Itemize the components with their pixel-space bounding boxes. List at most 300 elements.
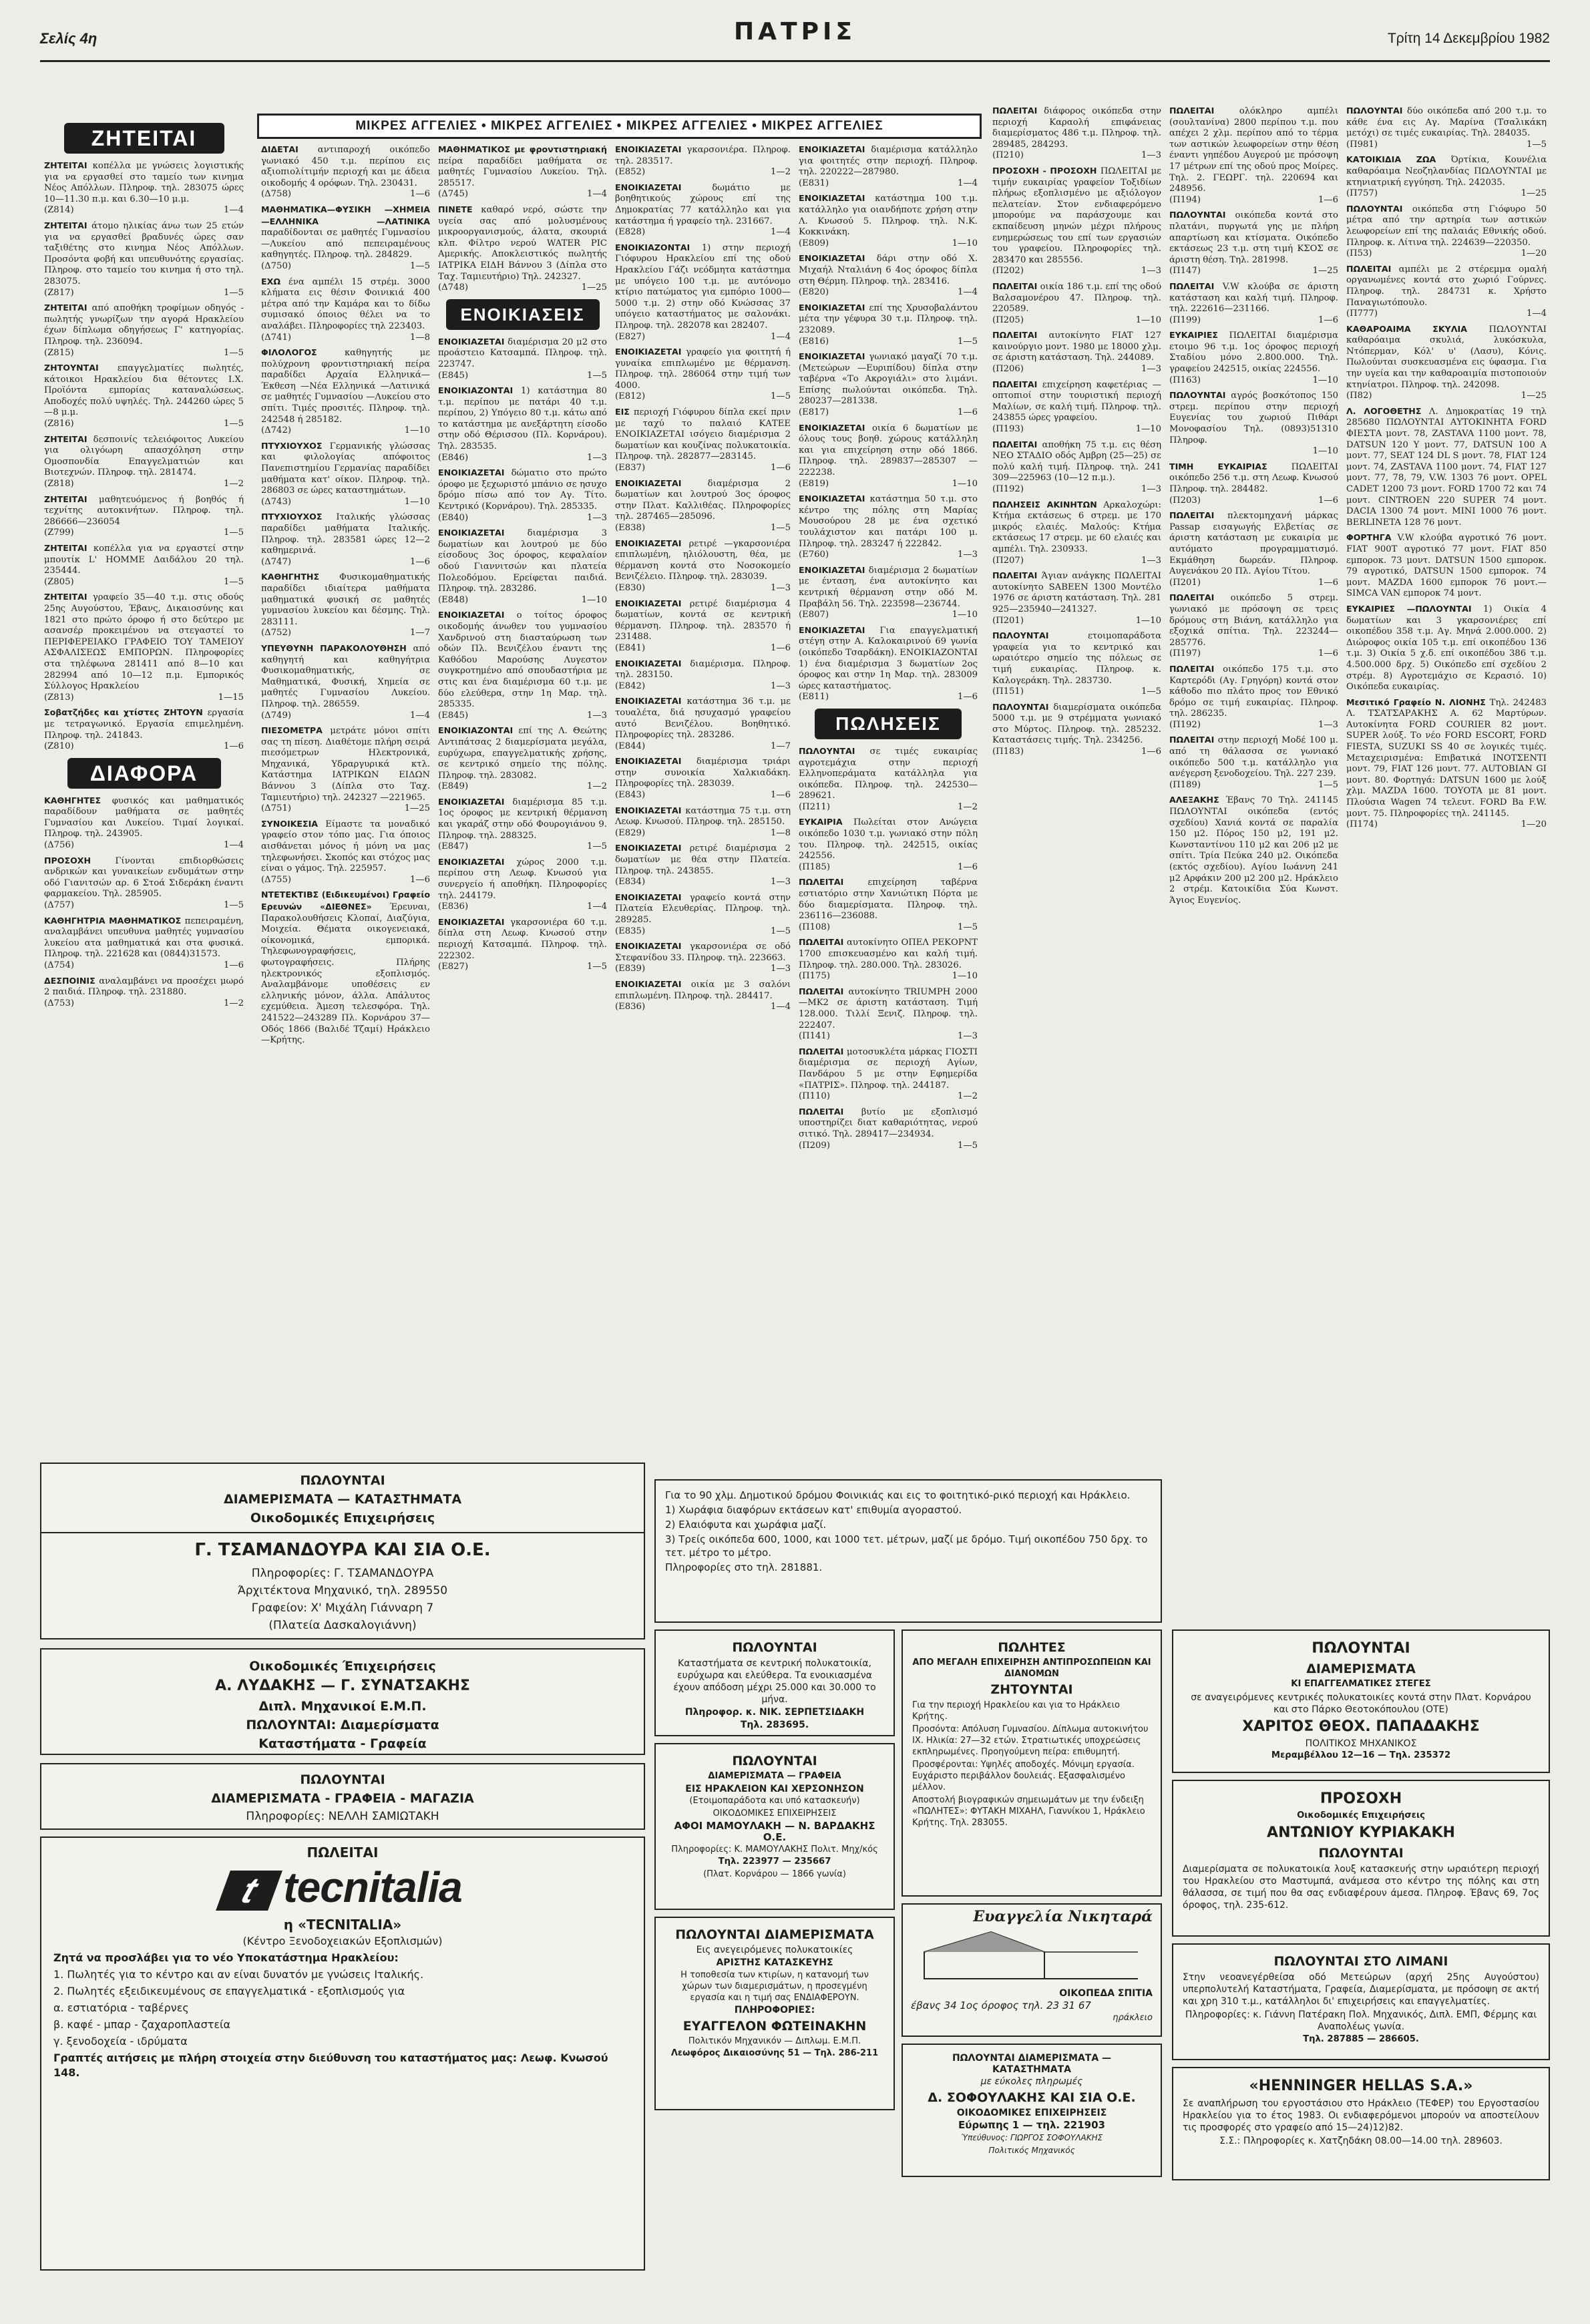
box-line: ΔΙΑΜΕΡΙΣΜΑΤΑ - ΓΡΑΦΕΙΑ - ΜΑΓΑΖΙΑ xyxy=(211,1791,474,1806)
ad-run: 1—6 xyxy=(410,189,430,200)
ad-lead: ΖΗΤΕΙΤΑΙ xyxy=(44,433,87,444)
ad-run: 1—10 xyxy=(404,425,430,436)
classified-ad xyxy=(44,303,244,359)
ad-run: 1—5 xyxy=(224,576,244,587)
ad-code-row xyxy=(992,616,1161,627)
box-line: Προσόντα: Απόλυση Γυμνασίου. Δίπλωμα αυτοκινήτου ΙΧ. Ηλικία: 27—32 ετών. Στρατιωτικές υποχρεώσεις εκπληρωμένες. Προηγούμενη πείρα: επιθυμητή. xyxy=(912,1724,1149,1758)
ad-run: 1—3 xyxy=(771,681,791,691)
ad-text: δύο οικόπεδα από 200 τ.μ. το κάθε ένα εις Αγ. Μαρίνα (Τσαλικάκη μετόχι) σε τιμές ευκαιρίας. Τηλ. 284035. xyxy=(1346,106,1547,139)
box-line: Πληροφορ. κ. ΝΙΚ. ΣΕΡΠΕΤΣΙΔΑΚΗ xyxy=(684,1707,865,1718)
box-line: ΔΙΑΜΕΡΙΣΜΑΤΑ — ΚΑΤΑΣΤΗΜΑΤΑ xyxy=(223,1492,462,1507)
ad-run: 1—5 xyxy=(587,841,607,852)
ad-text: κοπέλλα με γνώσεις λογιστικής για να εργασθεί στο ταμείο των κινημα Νέος Απόλλων. Πληροφ. τηλ. 283075 ώρες 10—11.30 π.μ. και 6.30—10 μ.μ. xyxy=(44,161,244,204)
classified-ad xyxy=(261,572,430,639)
ad-text: Όρτίκια, Κουνέλια καθαρόαιμα Νεοζηλανδίας ΠΩΛΟΥΝΤΑΙ με κτηνιατρική εγγύηση. Τηλ. 242035. xyxy=(1346,155,1547,188)
ad-lead: ΕΝΟΙΚΙΑΖΕΤΑΙ xyxy=(615,805,682,815)
classified-ad xyxy=(615,756,791,801)
ad-run: 1—10 xyxy=(1312,375,1338,385)
classified-ad xyxy=(615,144,791,178)
ad-text: γραφείο 35—40 τ.μ. στις οδούς 25ης Αυγούστου, Έβανς, Δικαιοσύνης και 1821 στο πρώτο όροφο ή στο δεύτερο με ασανσέρ προκειμένου να στεγαστεί το ΠΕΡΙΦΕΡΕΙΑΚΟ ΓΡΑΦΕΙΟ ΤΟΥ ΤΑΜΕΙΟΥ ΑΣΦΑΛΙΣΕΩΣ ΕΜΠΟΡΩΝ. Πληροφορίες στα τηλέφωνα 281411 από 8—10 και 282994 από 10—12 π.μ. Εμπορικός Σύλλογος Ηρακλείου xyxy=(44,592,244,692)
ad-code: (Ε846) xyxy=(438,452,469,463)
ad-code: (Δ751) xyxy=(261,803,291,814)
ad-lead: Μεσιτικό Γραφείο Ν. ΛΙΟΝΗΣ xyxy=(1346,697,1486,707)
ad-code-row xyxy=(261,557,430,568)
ad-code: (Π207) xyxy=(992,555,1024,566)
ad-lead: ΕΝΟΙΚΙΑΖΕΤΑΙ xyxy=(615,538,682,548)
ad-box-tecnitalia xyxy=(40,1836,645,2271)
ad-code-row xyxy=(1346,188,1547,200)
ad-text: σε τιμές ευκαιρίας αγροτεμάχια στην περιοχή Ελληνοπεράματα κατάλληλα για οικόπεδα. Πληροφ. τηλ. 242530—289621. xyxy=(799,746,978,801)
ad-lead: ΕΝΟΙΚΙΑΖΕΤΑΙ xyxy=(799,422,865,433)
ad-text: κατάστημα 100 τ.μ. κατάλληλο για οιανδήποτε χρήση στην Λ. Κνωσού 5. Πληροφ. τηλ. Ν.Κ. Κοκκινάκη. xyxy=(799,194,978,238)
column-7 xyxy=(1165,106,1342,1742)
classifieds-banner: ΜΙΚΡΕΣ ΑΓΓΕΛΙΕΣ • ΜΙΚΡΕΣ ΑΓΓΕΛΙΕΣ • ΜΙΚΡΕΣ ΑΓΓΕΛΙΕΣ • ΜΙΚΡΕΣ ΑΓΓΕΛΙΕΣ xyxy=(257,114,982,139)
classified-ad xyxy=(1169,106,1338,206)
ad-code-row xyxy=(44,693,244,704)
ad-code-row xyxy=(799,337,978,348)
ad-lead: ΠΡΟΣΟΧΗ - ΠΡΟΣΟΧΗ xyxy=(992,165,1097,176)
classified-ad xyxy=(261,643,430,721)
ad-lead: ΠΩΛΕΙΤΑΙ xyxy=(799,1046,844,1056)
classified-ad xyxy=(615,941,791,975)
ad-text: γκαρσονιέρα σε οδό Στεφανίδου 33. Πληροφ. τηλ. 223663. xyxy=(615,942,791,963)
classified-ad xyxy=(992,166,1161,277)
ad-code-row xyxy=(261,711,430,722)
ad-code-row xyxy=(799,238,978,250)
ad-text: δωμάτιο με βοηθητικούς χώρους επί της Δημοκρατίας 77 κατάλληλο και για κατάστημα ή γραφείο τηλ. 231667. xyxy=(615,182,791,226)
ad-text: Για επαγγελματική στέγη στην Α. Καλοκαιρινού 69 γωνία (οικόπεδο Τσαρδάκη). ΕΝΟΙΚΙΑΖΟΝΤΑΙ 1) ένα διαμέρισμα 3 δωματίων 2ος όροφος και στην 1η Μαρ. τηλ. 283009 ώρες καταστήματος. xyxy=(799,625,978,691)
ad-lead: ΖΗΤΕΙΤΑΙ xyxy=(44,303,87,313)
ad-run: 1—5 xyxy=(1141,687,1161,697)
classified-ad xyxy=(992,281,1161,326)
column-3 xyxy=(434,144,611,1613)
box-line: 3) Τρείς οικόπεδα 600, 1000, και 1000 τετ. μέτρων, μαζί με δρόμο. Τιμή οικοπέδου 750 δρχ. το τετ. μέτρο το μέτρο. xyxy=(665,1533,1148,1559)
box-line: Σ.Σ.: Πληροφορίες κ. Χατζηδάκη 08.00—14.00 τηλ. 289603. xyxy=(1219,2136,1503,2146)
ad-list xyxy=(615,144,791,1013)
ad-lead: ΦΙΛΟΛΟΓΟΣ xyxy=(261,347,317,358)
ad-lead: ΔΕΣΠΟΙΝΙΣ xyxy=(44,975,95,986)
classified-ad xyxy=(1169,592,1338,660)
ad-code: (Δ757) xyxy=(44,900,74,911)
ad-lead: ΕΝΟΙΚΙΑΖΕΤΑΙ xyxy=(615,658,682,668)
ad-code: (Π192) xyxy=(992,484,1024,494)
box-line: α. εστιατόρια - ταβέρνες xyxy=(53,2001,189,2014)
box-line: η «ΤΕCNITALIA» xyxy=(283,1917,402,1933)
classified-ad xyxy=(44,855,244,912)
ad-code-row xyxy=(1169,195,1338,206)
classified-ad xyxy=(261,276,430,344)
ad-run: 1—5 xyxy=(224,419,244,429)
ad-run: 1—6 xyxy=(771,463,791,473)
ad-box-samiotaki xyxy=(40,1763,645,1830)
ad-code: (Ε841) xyxy=(615,642,646,653)
ad-lead: ΖΗΤΕΙΤΑΙ xyxy=(44,592,87,602)
ad-lead: ΦΟΡΤΗΓΑ xyxy=(1346,532,1392,543)
box-line: ΠΩΛΟΥΝΤΑΙ xyxy=(1312,1640,1410,1657)
classified-ad xyxy=(799,817,978,873)
ad-text: οικόπεδο 5 στρεμ. γωνιακό με πρόσοψη σε τρεις δρόμους στη Βιάνη, κατάλληλο για εξοχικά σπίτια. Τηλ. 223244—285776. xyxy=(1169,593,1338,648)
ad-text: διαμέρισμα 2 δωματίων και λουτρού 3ος όροφος στην Πλατ. Καλλιθέας. Πληροφορίες τηλ. 287465—285096. xyxy=(615,478,791,522)
ad-code: (Ε837) xyxy=(615,463,646,473)
ad-text: 1) Οικία 4 δωματίων και 3 γκαρσονιέρες επί οικοπέδου 358 τ.μ. Αγ. Μηνά 2.000.000. 2) Διώροφος οικία 105 τ.μ. επί οικοπέδου 136 τ.μ. 3) Οικία 5 χ.δ. επί οικοπέδου 386 τ.μ. 4.500.000 δρχ. 5) Οικόπεδο επί σχεδίου 2 στρέμ. 8) Αγροτεμάχιο σε Κερασιό. 10) Οικόπεδα ευκαιρίας. xyxy=(1346,604,1547,693)
ad-text: οικόπεδα στη Γιόφυρο 50 μέτρα από την αρτηρία των αστικών λεωφορείων επί της παλαιάς Εθνικής οδού. Πληροφ. κ. Λίτινα τηλ. 224639—220350. xyxy=(1346,204,1547,248)
box-line: Αποστολή βιογραφικών σημειωμάτων με την ένδειξη «ΠΩΛΗΤΕΣ»: ΦΥΤΑΚΗ ΜΙΧΑΗΛ, Γιαννίκου 1, Ηράκλειο Κρήτης. Τηλ. 283055. xyxy=(912,1795,1145,1828)
ad-box-foteinaki xyxy=(654,1917,895,2110)
classified-ad xyxy=(438,610,607,721)
ad-text: Πωλείται στον Ανώγεια οικόπεδο 1030 τ.μ. γωνιακό στην πόλη του. Πληροφ. τηλ. 242515, οικίας 242556. xyxy=(799,817,978,861)
box-line: ΠΩΛΟΥΝΤΑΙ xyxy=(732,1754,817,1768)
ad-run: 1—6 xyxy=(958,407,978,418)
box-line: ΟΙΚΟΔΟΜΙΚΕΣ ΕΠΙΧΕΙΡΗΣΕΙΣ xyxy=(713,1808,837,1818)
classified-ad xyxy=(615,696,791,752)
ad-run: 1—4 xyxy=(587,189,607,200)
ad-run: 1—6 xyxy=(771,642,791,653)
box-line: ΠΩΛΟΥΝΤΑΙ xyxy=(1318,1845,1404,1861)
ad-run: 1—7 xyxy=(771,741,791,751)
ad-lead: ΕΥΚΑΙΡΙΕΣ xyxy=(1169,330,1219,341)
ad-lead: ΕΝΟΙΚΙΑΖΕΤΑΙ xyxy=(615,477,682,488)
box-line: (Πλατεία Δασκαλογιάννη) xyxy=(268,1619,417,1632)
ad-run: 1—4 xyxy=(771,331,791,342)
ad-lead: ΠΩΛΕΙΤΑΙ xyxy=(799,937,844,948)
ad-code-row xyxy=(615,643,791,654)
classified-ad xyxy=(1169,330,1338,386)
ad-box-sofoulakis xyxy=(902,2044,1162,2177)
classified-ad xyxy=(1346,154,1547,199)
ad-text: μετράτε μόνοι σπίτι σας τη πίεση. Διαθέτομε πλήρη σειρά πιεσόμετρων Ηλεκτρονικά, Μηχανικά, Υδραργυρικά κτλ. Κατάστημα ΙΑΤΡΙΚΩΝ ΕΙΔΩΝ Βάννου 3 (Δίπλα στο Ταχ. Ταμιευτήριο) τηλ. 242327 —221965. xyxy=(261,726,430,803)
ad-run: 1—5 xyxy=(958,336,978,347)
ad-run: 1—3 xyxy=(1141,266,1161,276)
ad-run: 1—7 xyxy=(410,628,430,638)
ad-code: (Ε760) xyxy=(799,550,829,560)
ad-run: 1—5 xyxy=(1527,139,1547,150)
page-number: Σελίς 4η xyxy=(40,30,97,47)
ad-code-row xyxy=(261,333,430,344)
ad-text: Φυσικομαθηματικής παραδίδει ιδιαίτερα μαθήματα μαθηματικά φυσική σε μαθητές γυμνασίου λυκείου και δέσμης. Τηλ. 283111. xyxy=(261,572,430,627)
classified-ad xyxy=(799,253,978,298)
classified-ad xyxy=(799,494,978,561)
ad-run: 1—10 xyxy=(581,594,607,605)
box-line: Προσφέρονται: Υψηλές αποδοχές. Μόνιμη εργασία. Ευχάριστο περιβάλλον δουλειάς. Εξασφαλισμένο μέλλον. xyxy=(912,1760,1135,1793)
ad-code: (Ε819) xyxy=(799,478,829,489)
ad-run: 1—6 xyxy=(224,960,244,970)
ad-text: γραφείο για φοιτητή ή γυναίκα επιπλωμένο με θέρμανση. Πληροφ. τηλ. 286064 στην τιμή των 4000. xyxy=(615,347,791,391)
ad-code: (Δ745) xyxy=(438,189,468,200)
ad-list xyxy=(1169,106,1338,906)
ad-code-row xyxy=(799,407,978,419)
ad-run: 1—5 xyxy=(771,523,791,533)
ad-run: 1—5 xyxy=(771,926,791,936)
house-drawing-icon xyxy=(911,1925,1151,1985)
ad-lead: ΤΙΜΗ ΕΥΚΑΙΡΙΑΣ xyxy=(1169,461,1267,471)
ad-text: κατάστημα 36 τ.μ. με τουαλέτα, διά ησυχασμό γραφείου αυτό Βενιζέλου. Βοηθητικό. Πληροφορίες τηλ. 283286. xyxy=(615,697,791,741)
ad-code-row xyxy=(44,741,244,753)
ad-text: Είμαστε τα μοναδικό γραφείο στον τόπο μας. Για όποιος αισθάνεται μόνος ή μόνη να μας τηλεφωνήσει. Σκοπός και στόχος μας είναι ο γάμος. Τηλ. 225957. xyxy=(261,819,430,874)
section-poliseis: ΠΩΛΗΣΕΙΣ xyxy=(815,709,962,739)
ad-code-row xyxy=(799,862,978,874)
ad-code-row xyxy=(1169,266,1338,277)
ad-code-row xyxy=(799,550,978,561)
ad-code: (Π777) xyxy=(1346,309,1378,319)
ad-code: (Π193) xyxy=(992,424,1024,435)
classified-ad xyxy=(438,467,607,524)
classified-ad xyxy=(261,144,430,200)
box-line: ΑΦΟΙ ΜΑΜΟΥΛΑΚΗ — Ν. ΒΑΡΔΑΚΗΣ Ο.Ε. xyxy=(674,1820,875,1843)
classified-ad xyxy=(799,1107,978,1151)
ad-run: 1—3 xyxy=(1141,364,1161,375)
ad-code: (Ε828) xyxy=(615,227,646,238)
box-line: ΖΗΤΟΥΝΤΑΙ xyxy=(990,1682,1073,1698)
ad-code-row xyxy=(992,484,1161,496)
ad-lead: ΠΡΟΣΟΧΗ xyxy=(44,855,91,865)
ad-run: 1—2 xyxy=(958,1091,978,1102)
box-line: ΚΙ ΕΠΑΓΓΕΛΜΑΤΙΚΕΣ ΣΤΕΓΕΣ xyxy=(1291,1679,1431,1689)
ad-text: αγρός βοσκότοπος 150 στρεμ. περίπου στην περιοχή Ευγενίας του χωριού Πιθάρι Μονοφασίου Τηλ. (0893)51310 Πληροφ. xyxy=(1169,391,1338,445)
ad-code-row xyxy=(1169,315,1338,327)
ad-lead: ΕΝΟΙΚΙΑΖΕΤΑΙ xyxy=(615,756,682,767)
ad-run: 1—4 xyxy=(587,902,607,912)
ad-code-row xyxy=(438,282,607,294)
ad-run: 1—2 xyxy=(587,781,607,792)
ad-lead: ΠΩΛΕΙΤΑΙ xyxy=(1169,735,1215,745)
ad-code-row xyxy=(438,781,607,793)
ad-code: (Ε829) xyxy=(615,827,646,838)
ad-code: (Ε848) xyxy=(438,594,469,605)
box-line: ΠΩΛΟΥΝΤΑΙ xyxy=(300,1772,385,1787)
tecnitalia-logo: t tecnitalia xyxy=(53,1871,632,1911)
ad-run: 1—3 xyxy=(587,710,607,721)
ad-text: αναλαμβάνει να προσέχει μωρό 2 παιδιά. Πληροφ. τηλ. 231880. xyxy=(44,976,244,998)
ad-run: 1—2 xyxy=(224,998,244,1008)
ad-code: (Ε838) xyxy=(615,523,646,533)
box-line: Διαμερίσματα σε πολυκατοικία λουξ κατασκευής στην ωραιότερη περιοχή του Ηρακλείου στο Μαστυμπά, ανάμεσα στο κέντρο της πόλης και στη θάλασσα, σε τιμή που θα σας ενδιαφέρουν άμεσα. Πληροφ. Έβανς 69, 7ος όροφος, τηλ. 235-612. xyxy=(1183,1863,1539,1911)
section-diafora: ΔΙΑΦΟΡΑ xyxy=(67,758,221,789)
ad-code: (Δ742) xyxy=(261,425,291,436)
classified-ad xyxy=(438,385,607,463)
ad-run: 1—5 xyxy=(587,370,607,381)
ad-code: (Ε842) xyxy=(615,681,646,691)
ad-lead: ΚΑΘΗΓΗΤΕΣ xyxy=(44,795,102,805)
ad-lead: ΕΝΟΙΚΙΑΖΕΤΑΙ xyxy=(438,916,505,927)
ad-code: (Δ756) xyxy=(44,840,74,851)
ad-text: αντιπαροχή οικόπεδο γωνιακό 450 τ.μ. περίπου εις αξιοπιολίτιμήν περιοχή και με άδεια οικοδομής 4 ορόφων. Τηλ. 230431. xyxy=(261,145,430,188)
ad-code-row xyxy=(1169,375,1338,387)
ad-text: στην περιοχή Μοδέ 100 μ. από τη θάλασσα σε γωνιακό οικόπεδο 500 τ.μ. κατάλληλο για ανέγερση ξενοδοχείου. Τηλ. 227 239. xyxy=(1169,735,1338,779)
classified-ad xyxy=(438,144,607,200)
ad-text: αυτοκίνητο TRIUMPH 2000—MK2 σε άριστη κατάσταση. Τιμή 128.000. Τιλλί Ξενιζ. Πληροφ. τηλ. 222407. xyxy=(799,986,978,1030)
ad-lead: ΕΝΟΙΚΙΑΖΕΤΑΙ xyxy=(615,696,682,707)
classified-ad xyxy=(992,500,1161,567)
box-line: ΠΩΛΟΥΝΤΑΙ xyxy=(300,1473,385,1488)
ad-code-row xyxy=(992,315,1161,327)
box-line: Γραφείον: Χ' Μιχάλη Γιάνναρη 7 xyxy=(251,1601,434,1615)
ad-lead: ΠΩΛΕΙΤΑΙ xyxy=(992,330,1038,341)
ad-list xyxy=(799,144,978,1151)
ad-lead: ΕΝΟΙΚΙΑΖΕΤΑΙ xyxy=(799,193,865,204)
ad-text: κατάστημα 50 τ.μ. στο κέντρο της πόλης στη Μαρίας Μουσούρου 28 με ένα σχετικό τουλάχιστον και πατάρι 100 μ. Πληροφ. τηλ. 283247 ή 222842. xyxy=(799,494,978,549)
page-header xyxy=(40,18,1550,64)
box-line: ΕΥΑΓΓΕΛΟΝ ΦΩΤΕΙΝΑΚΗΝ xyxy=(682,2018,867,2034)
ad-lead: ΠΩΛΟΥΝΤΑΙ xyxy=(799,745,855,756)
ad-code: (Ζ816) xyxy=(44,419,74,429)
ad-code: (Δ758) xyxy=(261,189,291,200)
ad-text: φυσικός και μαθηματικός παραδίδουν μαθήματα σε μαθητές Γυμνασίου και Λυκείου. Τιμαί λογικαί. Πληροφ. τηλ. 243905. xyxy=(44,795,244,839)
box-line: ΠΡΟΣΟΧΗ xyxy=(1320,1790,1402,1807)
ad-text: γκαρσονιέρα. Πληροφ. τηλ. 283517. xyxy=(615,145,791,166)
ad-text: από αποθήκη τροφίμων οδηγός - πωλητής γνωρίζων την αγορά Ηρακλείου έχων δίπλωμα οδηγήσεως Γ' κατηγορίας. Πληροφ. τηλ. 236094. xyxy=(44,303,244,347)
box-line: Οικοδομικές Έπιχειρήσεις xyxy=(249,1659,436,1674)
box-line: Α. ΛΥΔΑΚΗΣ — Γ. ΣΥΝΑΤΣΑΚΗΣ xyxy=(215,1678,470,1694)
ad-lead: ΖΗΤΕΙΤΑΙ xyxy=(44,543,87,553)
ad-lead: ΖΗΤΕΙΤΑΙ xyxy=(44,494,87,504)
classified-ad xyxy=(44,707,244,752)
ad-box-mamoulaki xyxy=(654,1743,895,1910)
ad-text: Τηλ. 242483 Λ. ΤΣΑΤΣΑΡΑΚΗΣ Α. 62 Μαρτύρων. Αυτοκίνητα FORD COURIER 82 μοντ. SUPER λούξ. Το νέο FORD ESCORT, FORD FIESTA, SUZUKI SS 40 σε λογικές τιμές. Μεταχειρισμένα: Επιβατικά ΙΝΟΤΣΕΝΤΙ μοντ. 79, FIAT 126 μοντ. 77. AUTOBIAN GI μοντ. 80. Φορτηγά: DATSUN 1600 με λούξ χλμ. MAZDA 1600. TOYOTA με 81 μοντ. Πλούσια Wagen 74 τελευτ. FORD Ba F.W. μοντ. 75. Πληροφορίες τηλ. 241145. xyxy=(1346,697,1547,819)
ad-code: (Π206) xyxy=(992,364,1024,375)
classified-ad xyxy=(1346,264,1547,320)
ad-code: (Π110) xyxy=(799,1091,830,1102)
classified-ad xyxy=(438,797,607,853)
ad-code: (Δ741) xyxy=(261,332,291,343)
classified-ad xyxy=(44,434,244,490)
ad-text: καθηγητής με πολύχρονη φροντιστηριακή πείρα παραδίδει Αρχαία Ελληνικά—Έκθεση —Νέα Ελληνικά —Λατινικά σε μαθητές Γυμνασίου —Λυκείου στο σπίτι. Τιμές προσιτές. Πληροφ. τηλ. 242548 ή 285182. xyxy=(261,348,430,425)
ad-run: 1—10 xyxy=(404,496,430,507)
ad-code: (Ζ815) xyxy=(44,347,74,358)
ad-code-row xyxy=(799,178,978,190)
ad-code: (Ζ814) xyxy=(44,205,74,216)
ad-run: 1—6 xyxy=(1318,315,1338,325)
ad-code: (Π151) xyxy=(992,687,1024,697)
box-line: Πληροφορίες: ΝΕΛΛΗ ΣΑΜΙΩΤΑΚΗ xyxy=(246,1810,439,1823)
box-line: ηράκλειο xyxy=(1113,2012,1153,2023)
ad-code: (Π141) xyxy=(799,1031,830,1042)
ad-box-nikitara xyxy=(902,1903,1162,2037)
ad-text: Έβανς 70 Τηλ. 241145 ΠΩΛΟΥΝΤΑΙ οικόπεδα (εντός σχεδίου) Χανιά κοντά σε παραλία 150 μ2. Πόρος 150 μ2, 191 μ2. Κωνσταντίνου 110 μ2 και 206 μ2 με σπίτι. Τρία Πεύκα 240 μ2. Οικόπεδα (εκτός σχεδίου). Αγίου Ιωάννη 241 μ2 Αρφάκιν 200 μ2 200 μ2. Ηράκλειο 2 στρέμ. Κατοικίδια Σύα Κωνστ. Άγιος Ευγενίος. xyxy=(1169,795,1338,906)
ad-text: ετοιμοπαράδοτα γραφεία για το κεντρικό και ωραιότερο σημείο της πόλεως σε τιμή ευκαιρίας. Πληροφ. κ. Καλογεράκη. Τηλ. 283730. xyxy=(992,631,1161,686)
ad-code: (Π757) xyxy=(1346,188,1378,199)
box-line: 2) Ελαιόφυτα και χωράφια μαζί. xyxy=(665,1519,827,1531)
ad-code-row xyxy=(1169,720,1338,731)
box-line: σε αναγειρόμενες κεντρικές πολυκατοικίες κοντά στην Πλατ. Κορνάρου και στο Πάρκο Θεοτοκόπουλου (ΟΤΕ) xyxy=(1191,1692,1531,1715)
classified-ad xyxy=(615,538,791,594)
ad-lead: ΠΩΛΟΥΝΤΑΙ xyxy=(992,630,1049,641)
ad-code-row xyxy=(799,802,978,813)
ad-text: Γερμανικής γλώσσας και φιλολογίας απόφοιτος Πανεπιστημίου Γερμανίας παραδίδει μαθήματα κατ' οίκον. Πληροφ. τηλ. 286803 σε ώρες καταστημάτων. xyxy=(261,441,430,496)
ad-text: επί της Λ. Θεώτης Αντιπάτσας 2 διαμερίσματα μεγάλα, ευρύχωρα, επαγγελματικής χρήσης, σε κεντρικό σημείο της πόλης. Πληροφ. τηλ. 283082. xyxy=(438,726,607,781)
box-line: ΠΩΛΟΥΝΤΑΙ xyxy=(732,1640,817,1655)
ad-code-row xyxy=(992,687,1161,698)
ad-list xyxy=(992,106,1161,758)
ad-text: αυτοκίνητο ΟΠΕΛ ΡΕΚΟΡΝΤ 1700 επισκευασμένο και καλή τιμή. Πληροφ. τηλ. 280.000. Τηλ. 283026. xyxy=(799,938,978,970)
ad-text: ρετιρέ διαμέρισμα 2 δωματίων με θέα στην Πλατεία. Πληροφ. τηλ. 243855. xyxy=(615,843,791,876)
ad-code-row xyxy=(261,261,430,272)
ad-run: 1—5 xyxy=(224,528,244,538)
ad-run: 1—6 xyxy=(1318,495,1338,506)
ad-lead: ΚΑΘΗΓΗΤΡΙΑ ΜΑΘΗΜΑΤΙΚΟΣ xyxy=(44,915,182,926)
ad-code-row xyxy=(44,528,244,539)
ad-lead: ΠΩΛΕΙΤΑΙ xyxy=(992,570,1038,581)
ad-code: (Ε835) xyxy=(615,926,646,936)
classified-ad xyxy=(261,725,430,815)
ad-code: (Δ755) xyxy=(261,874,291,885)
ad-text: ΠΩΛΕΙΤΑΙ οικόπεδο 256 τ.μ. στη Λεωφ. Κνωσού Πληροφ. τηλ. 284482. xyxy=(1169,461,1338,494)
box-line: Λεωφόρος Δικαιοσύνης 51 — Τηλ. 286-211 xyxy=(670,2048,879,2059)
ad-lead: ΠΙΝΕΤΕ xyxy=(438,204,473,214)
classified-ad xyxy=(1169,390,1338,457)
ad-run: 1—25 xyxy=(1521,391,1547,401)
ad-text: διαμέρισμα 2 δωματίων με ένταση, ένα αυτοκίνητο και κεντρική θέρμανση στην οδό Μ. Πραβάλη 56. Τηλ. 223598—236744. xyxy=(799,565,978,609)
box-line: Πληροφορίες: κ. Γιάννη Πατέρακη Πολ. Μηχανικός, Διπλ. ΕΜΠ, Φέρμης και Αναπολέως γωνία. xyxy=(1185,2009,1537,2032)
ad-code-row xyxy=(799,922,978,934)
ad-text: ΠΩΛΟΥΝΤΑΙ καθαρόαιμα σκυλιά, λυκόσκυλα, Ντόπερμαν, Κόλ' υ' (Λασυ), Κόνις. Πωλούνται συσκευασμένα εις ύφασμα. Για την υγεία και την καθαροαιμία πιστοποιούν κτηνίατροι. Πληροφ. τηλ. 242098. xyxy=(1346,324,1547,390)
ad-text: Ιταλικής γλώσσας παραδίδει μαθήματα Ιταλικής. Πληροφ. τηλ. 283581 ώρες 12—2 καθημερινά. xyxy=(261,512,430,556)
ad-lead: ΑΛΕΞΑΚΗΣ xyxy=(1169,795,1219,805)
classified-ad xyxy=(799,565,978,621)
ad-run: 1—15 xyxy=(218,692,244,703)
ad-list xyxy=(1346,106,1547,831)
box-line: ΑΝΤΩΝΙΟΥ ΚΥΡΙΑΚΑΚΗ xyxy=(1267,1824,1455,1841)
ad-code: (Π192) xyxy=(1169,719,1201,730)
ad-run: 1—10 xyxy=(1135,424,1161,435)
ad-lead: ΕΝΟΙΚΙΑΖΕΤΑΙ xyxy=(438,336,505,347)
ad-lead: ΠΩΛΕΙΤΑΙ xyxy=(1346,263,1392,274)
ad-text: ΠΩΛΕΙΤΑΙ διαμέρισμα ετοιμο 96 τ.μ. 1ος όροφος περιοχή Σταδίου μόνο 2.800.000. Τηλ. γραφείου 242515, οικίας 224556. xyxy=(1169,331,1338,375)
column-5 xyxy=(795,144,982,1613)
box-line: Πληροφορίες: Κ. ΜΑΜΟΥΛΑΚΗΣ Πολιτ. Μηχ/κός xyxy=(671,1844,878,1855)
classified-ad xyxy=(992,702,1161,758)
ad-code-row xyxy=(799,479,978,490)
ad-text: επιχείρηση ταβέρνα εστιατόριο στην Χανιώτικη Πόρτα με δύο διαμερίσματα. Πληροφ. τηλ. 236116—236088. xyxy=(799,878,978,922)
classified-ad xyxy=(992,570,1161,626)
ad-code-row xyxy=(615,1002,791,1013)
box-line: ΠΩΛΟΥΝΤΑΙ ΔΙΑΜΕΡΙΣΜΑΤΑ — ΚΑΤΑΣΤΗΜΑΤΑ xyxy=(952,2053,1112,2075)
section-enoikiaseis: ΕΝΟΙΚΙΑΣΕΙΣ xyxy=(446,299,600,330)
ad-list xyxy=(44,160,244,753)
ad-code-row xyxy=(44,205,244,216)
box-line: με εύκολες πληρωμές xyxy=(980,2076,1083,2088)
classified-ad xyxy=(615,407,791,474)
ad-text: διαμέρισμα κατάλληλο για φοιτητές στην περιοχή. Πληροφ. τηλ. 220222—287980. xyxy=(799,145,978,178)
classified-ad xyxy=(799,303,978,347)
ad-list xyxy=(438,144,607,973)
ad-code-row xyxy=(992,266,1161,277)
box-line: Ύπεύθυνος: ΓΙΩΡΓΟΣ ΣΟΦΟΥΛΑΚΗΣ xyxy=(960,2132,1103,2142)
ad-run: 1—5 xyxy=(958,1140,978,1151)
ad-run: 1—3 xyxy=(1318,719,1338,730)
ad-lead: ΚΑΘΗΓΗΤΗΣ xyxy=(261,572,320,582)
ad-code: (Π185) xyxy=(799,861,830,872)
ad-code-row xyxy=(1346,140,1547,151)
classified-ad xyxy=(261,347,430,437)
ad-code-row xyxy=(615,583,791,594)
ad-lead: ΕΝΟΙΚΙΑΖΕΤΑΙ xyxy=(615,892,682,902)
ad-code-row xyxy=(1346,391,1547,402)
ad-code: (Π201) xyxy=(1169,577,1201,588)
ad-text: διάφορος οικόπεδα στην περιοχή Καραολή επιφάνειας διαμερίσματος 486 τ.μ. Πληροφ. τηλ. 289485, 284293. xyxy=(992,106,1161,150)
classified-ad xyxy=(799,986,978,1042)
classified-ad xyxy=(615,979,791,1013)
ad-code-row xyxy=(799,1031,978,1042)
ad-lead: ΕΙΣ xyxy=(615,407,630,417)
ad-box-limani xyxy=(1172,1943,1550,2060)
ad-code-row xyxy=(615,463,791,474)
ad-code: (Ε834) xyxy=(615,877,646,888)
ad-lead: ΕΝΟΙΚΙΑΖΕΤΑΙ xyxy=(615,347,682,357)
ad-text: ένα αμπέλι 15 στρέμ. 3000 κλήματα εις θέσιν Φοινικιά 400 μέτρα από την Καμάρα και το δίδω συμισακό όποιος θέλει να το αναλάβει. Πληροφορίες τηλ 223403. xyxy=(261,276,430,331)
ad-lead: ΕΝΟΙΚΙΑΖΕΤΑΙ xyxy=(615,598,682,608)
ad-run: 1—5 xyxy=(958,922,978,932)
ad-code: (Π210) xyxy=(992,150,1024,161)
